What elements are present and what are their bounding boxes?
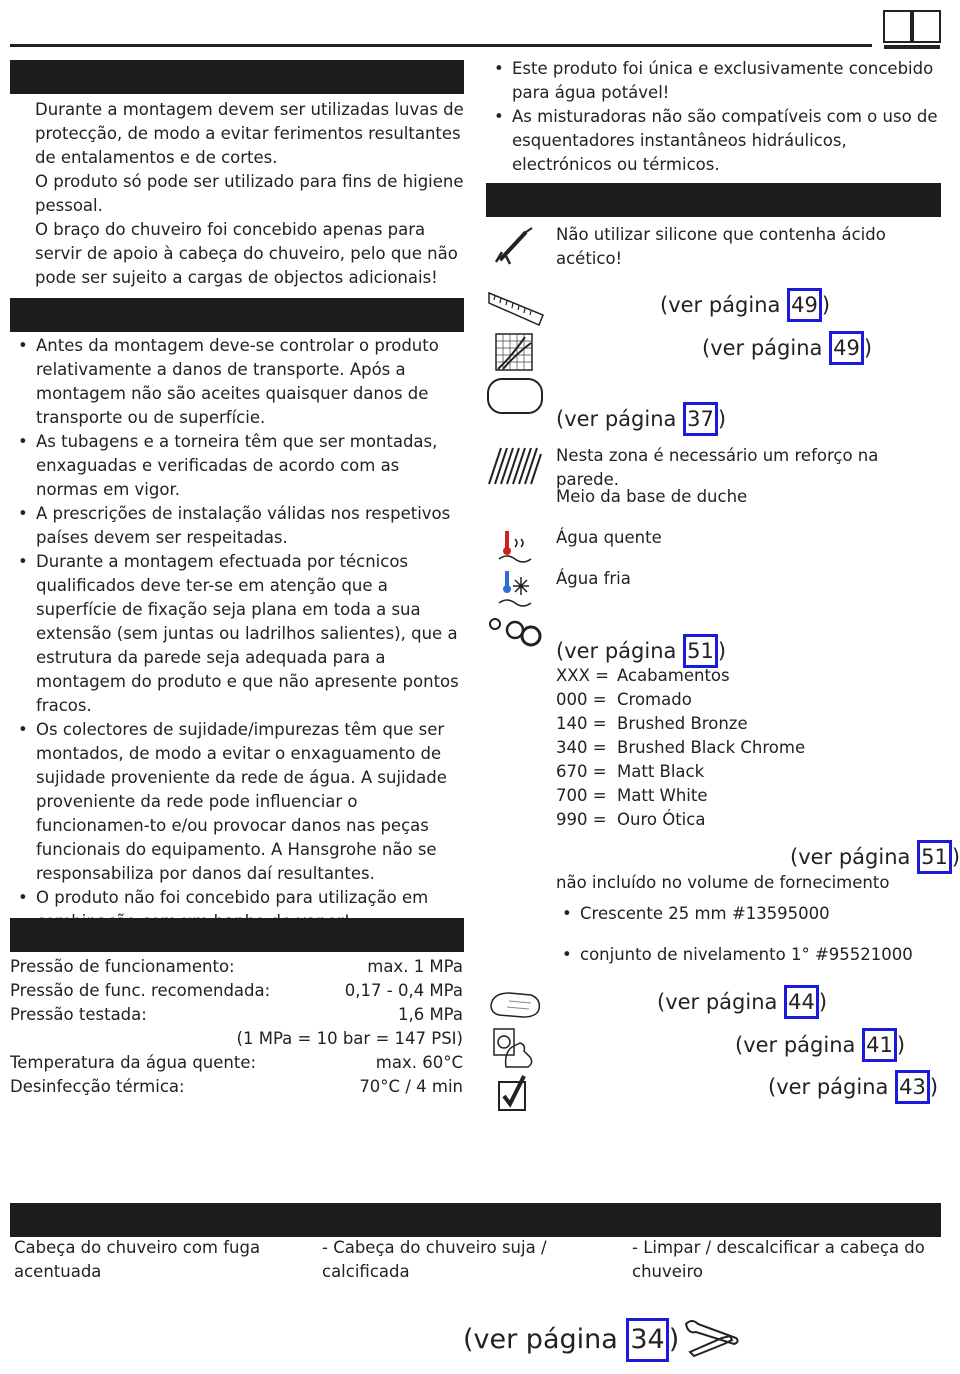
wall-hatch-icon	[487, 446, 543, 490]
fault-remedy: - Limpar / descalcificar a cabeça do chuveiro	[632, 1238, 925, 1281]
section-bar-fault	[10, 1203, 941, 1237]
page-link[interactable]: 51	[683, 634, 718, 668]
page-ref-flow: (ver página 49 )	[702, 331, 872, 365]
section-bar-safety	[10, 60, 464, 94]
spec-row: Pressão testada: 1,6 MPa	[10, 1005, 463, 1024]
page-ref-finishes: (ver página 51 )	[556, 634, 726, 668]
cold-water-icon	[497, 569, 533, 613]
page-link[interactable]: 51	[917, 840, 952, 874]
page-link[interactable]: 34	[626, 1318, 668, 1362]
page-ref-cleaning: (ver página 44 )	[657, 985, 827, 1019]
checkbox-icon	[497, 1074, 529, 1116]
finishes-icon	[487, 614, 543, 654]
page-link[interactable]: 49	[829, 331, 864, 365]
page-link[interactable]: 43	[895, 1070, 930, 1104]
list-item: • conjunto de nivelamento 1° #95521000	[554, 943, 944, 967]
fault-cause: - Cabeça do chuveiro suja / calcificada	[322, 1238, 547, 1281]
finish-row: 140 = Brushed Bronze	[556, 714, 748, 733]
section-bar-assembly	[10, 298, 464, 332]
not-included-text: não incluído no volume de fornecimento	[556, 873, 890, 892]
spec-row: Pressão de funcionamento: max. 1 MPa	[10, 957, 463, 976]
list-item: • As tubagens e a torneira têm que ser montadas, enxaguadas e verificadas de acordo com as normas em vigor.	[10, 430, 462, 502]
page-link[interactable]: 49	[787, 288, 822, 322]
specs-table	[10, 955, 463, 1099]
finish-row: 990 = Ouro Ótica	[556, 810, 706, 829]
page-ref-test: (ver página 43 )	[768, 1070, 938, 1104]
list-item: • As misturadoras não são compatíveis com o uso de esquentadores instantâneos hidráulicos, electrónicos ou térmicos.	[486, 105, 941, 177]
spec-row: Temperatura da água quente: max. 60°C	[10, 1053, 463, 1072]
finish-row: XXX = Acabamentos	[556, 666, 730, 685]
silicone-gun-icon	[492, 226, 536, 270]
page-link[interactable]: 37	[683, 402, 718, 436]
page-ref-accessories: (ver página 51 )	[790, 840, 960, 874]
book-icon	[883, 10, 941, 54]
finish-row: 340 = Brushed Black Chrome	[556, 738, 806, 757]
silicone-text: Não utilizar silicone que contenha ácido acético!	[556, 225, 886, 268]
wall-reinforcement-text: Nesta zona é necessário um reforço na parede.	[556, 446, 879, 489]
section-bar-specs	[10, 918, 464, 952]
shower-base-text: Meio da base de duche	[556, 487, 748, 506]
finish-row: 000 = Cromado	[556, 690, 692, 709]
spec-row: (1 MPa = 10 bar = 147 PSI)	[236, 1029, 463, 1048]
page-ref-spare: (ver página 37 )	[556, 402, 726, 436]
fault-problem: Cabeça do chuveiro com fuga acentuada	[14, 1238, 261, 1281]
page-ref-dimensions: (ver página 49 )	[660, 288, 830, 322]
finish-row: 700 = Matt White	[556, 786, 708, 805]
finishes-list	[556, 664, 936, 832]
right-top-list	[486, 57, 941, 177]
spec-row: Desinfecção térmica: 70°C / 4 min	[10, 1077, 463, 1096]
safety-paragraph: O produto só pode ser utilizado para fins de higiene pessoal.	[35, 172, 464, 215]
hot-water-text: Água quente	[556, 528, 662, 547]
list-item: • Antes da montagem deve-se controlar o produto relativamente a danos de transporte. Após a montagem não são aceites quaisquer danos de transporte ou de superfície.	[10, 334, 462, 430]
list-item: • Crescente 25 mm #13595000	[554, 902, 944, 926]
safety-paragraph: Durante a montagem devem ser utilizadas luvas de protecção, de modo a evitar ferimentos resultantes de entalamentos e de cortes.	[35, 100, 464, 167]
list-item: • A prescrições de instalação válidas nos respetivos países devem ser respeitadas.	[10, 502, 462, 550]
page-link[interactable]: 41	[862, 1028, 897, 1062]
accessories-list	[554, 902, 944, 967]
operation-hand-icon	[490, 1027, 536, 1073]
spec-row: Pressão de func. recomendada: 0,17 - 0,4 MPa	[10, 981, 463, 1000]
header-rule	[10, 44, 872, 47]
assembly-list	[10, 334, 462, 934]
list-item: • Os colectores de sujidade/impurezas têm que ser montados, de modo a evitar o enxaguamento de sujidade proveniente da rede de água. A sujidade proveniente da rede pode influenciar o funcionamen-to e/ou provocar danos nas peças funcionais do equipamento. A Hansgrohe não se responsabiliza por danos daí resultantes.	[10, 718, 462, 886]
safety-text	[35, 98, 465, 290]
page-ref-operation: (ver página 41 )	[735, 1028, 905, 1062]
finish-row: 670 = Matt Black	[556, 762, 705, 781]
ruler-icon	[487, 291, 545, 333]
list-item: • Durante a montagem efectuada por técnicos qualificados deve ter-se em atenção que a superfície de fixação seja plana em toda a sua extensão (sem juntas ou ladrilhos salientes), que a estrutura da parede seja adequada para a montagem do produto e que não apresente pontos fracos.	[10, 550, 462, 718]
section-bar-symbols	[486, 183, 941, 217]
safety-paragraph: O braço do chuveiro foi concebido apenas para servir de apoio à cabeça do chuveiro, pelo que não pode ser sujeito a cargas de objectos adicionais!	[35, 220, 458, 287]
flow-diagram-icon	[495, 333, 533, 375]
list-item: • O produto não foi concebido para utilização em	[10, 886, 462, 934]
wrench-screwdriver-icon	[682, 1318, 740, 1362]
cleaning-hand-icon	[487, 987, 545, 1027]
page-link[interactable]: 44	[784, 985, 819, 1019]
page-ref-fault: (ver página 34 )	[463, 1318, 679, 1362]
list-item: • Este produto foi única e exclusivamente concebido para água potável!	[486, 57, 941, 105]
spare-parts-icon	[486, 377, 544, 419]
cold-water-text: Água fria	[556, 569, 631, 588]
hot-water-icon	[497, 529, 533, 571]
